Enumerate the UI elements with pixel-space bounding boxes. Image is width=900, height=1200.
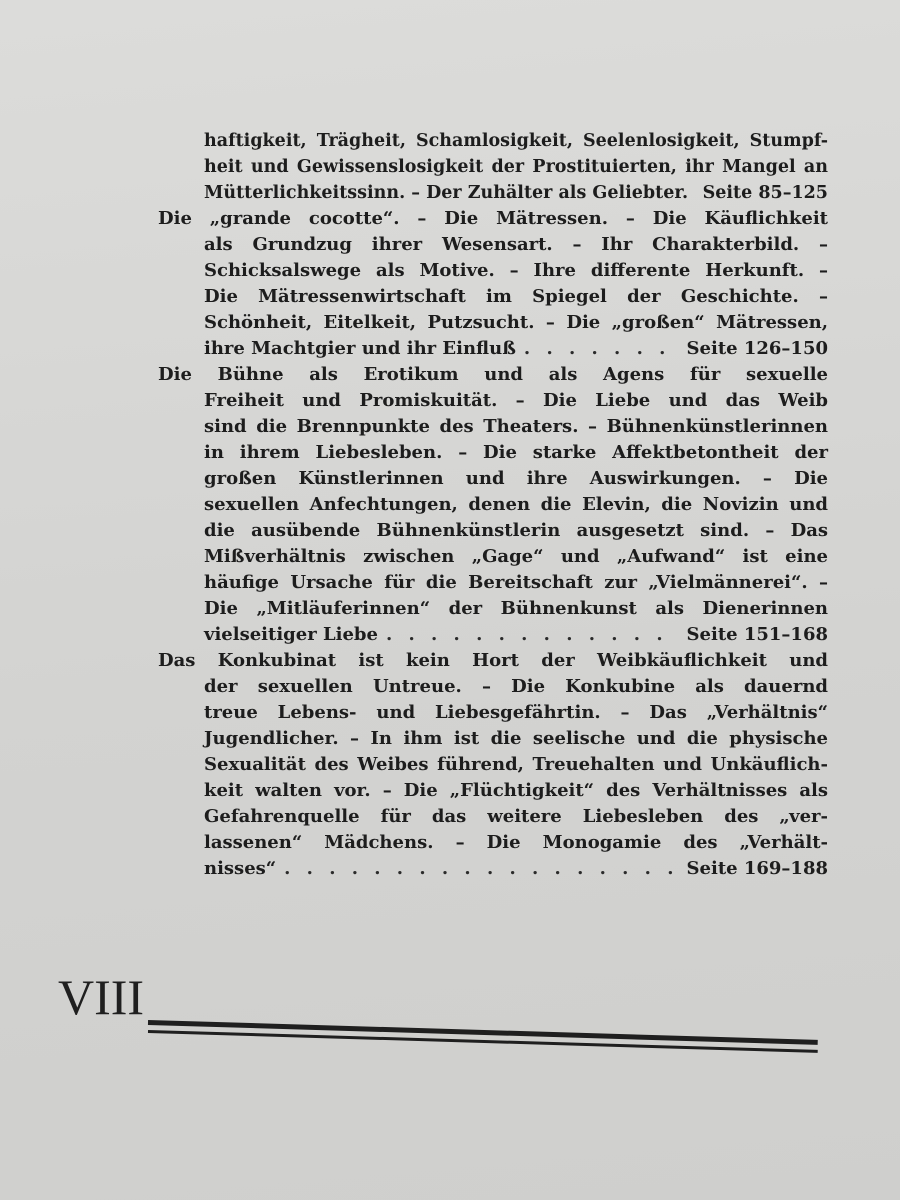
toc-line: sexuellen Anfechtungen, denen die Elevin, die Novizin und [204, 494, 828, 515]
toc-entry-buehne [158, 362, 828, 648]
toc-line: Das Konkubinat ist kein Hort der Weibkäuflichkeit und [158, 650, 828, 671]
toc-line: haftigkeit, Trägheit, Schamlosigkeit, Seelenlosigkeit, Stumpf- [204, 131, 828, 151]
dot-leader [284, 856, 678, 882]
dot-leader [524, 336, 679, 362]
toc-line-with-page [158, 622, 828, 648]
toc-line: Die Bühne als Erotikum und als Agens für sexuelle [158, 364, 828, 385]
toc-line-with-page [158, 856, 828, 882]
toc-line-with-page [158, 180, 828, 206]
dot-leader [386, 622, 679, 648]
toc-line: Die „Mitläuferinnen“ der Bühnenkunst als Dienerinnen [204, 598, 828, 619]
toc-line: Mißverhältnis zwischen „Gage“ und „Aufwand“ ist eine [204, 546, 828, 567]
toc-line: lassenen“ Mädchens. – Die Monogamie des „Verhält- [204, 832, 828, 853]
toc-line: sind die Brennpunkte des Theaters. – Bühnenkünstlerinnen [204, 416, 828, 437]
page-reference: Seite 85–125 [702, 183, 828, 203]
toc-line: Jugendlicher. – In ihm ist die seelische und die physische [204, 728, 828, 749]
toc-line: treue Lebens- und Liebesgefährtin. – Das „Verhältnis“ [204, 702, 828, 723]
toc-line: Gefahrenquelle für das weitere Liebesleben des „ver- [204, 806, 828, 827]
toc-line: in ihrem Liebesleben. – Die starke Affektbetontheit der [204, 442, 828, 463]
toc-line: die ausübende Bühnenkünstlerin ausgesetzt sind. – Das [204, 520, 828, 541]
toc-line: Schicksalswege als Motive. – Ihre differente Herkunft. – [204, 260, 828, 281]
page-reference: Seite 169–188 [686, 858, 828, 879]
toc-line: Die Mätressenwirtschaft im Spiegel der Geschichte. – [204, 286, 828, 307]
toc-line: Schönheit, Eitelkeit, Putzsucht. – Die „großen“ Mätressen, [204, 312, 828, 333]
toc-line: Sexualität des Weibes führend, Treuehalten und Unkäuflich- [204, 754, 828, 775]
toc-text: nisses“ [204, 858, 277, 879]
toc-line: heit und Gewissenslosigkeit der Prostituierten, ihr Mangel an [204, 157, 828, 177]
toc-line: Freiheit und Promiskuität. – Die Liebe und das Weib [204, 390, 828, 411]
page-reference: Seite 126–150 [686, 338, 828, 359]
toc-line: häufige Ursache für die Bereitschaft zur „Vielmännerei“. – [204, 572, 828, 593]
toc-line: keit walten vor. – Die „Flüchtigkeit“ des Verhältnisses als [204, 780, 828, 801]
toc-text: Mütterlichkeitssinn. – Der Zuhälter als Geliebter. [204, 183, 689, 203]
toc-text: ihre Machtgier und ihr Einfluß [204, 338, 516, 359]
page-reference: Seite 151–168 [686, 624, 828, 645]
toc-line: Die „grande cocotte“. – Die Mätressen. – Die Käuflichkeit [158, 208, 828, 229]
toc-entry-konkubinat [158, 648, 828, 882]
toc-line: als Grundzug ihrer Wesensart. – Ihr Charakterbild. – [204, 234, 828, 255]
page-number-folio: VIII [58, 969, 145, 1025]
table-of-contents [158, 128, 828, 882]
toc-entry-maetressen [158, 206, 828, 362]
toc-line-with-page [158, 336, 828, 362]
toc-entry-continued [158, 128, 828, 206]
toc-line: großen Künstlerinnen und ihre Auswirkungen. – Die [204, 468, 828, 489]
toc-line: der sexuellen Untreue. – Die Konkubine als dauernd [204, 676, 828, 697]
toc-text: vielseitiger Liebe [204, 624, 378, 645]
